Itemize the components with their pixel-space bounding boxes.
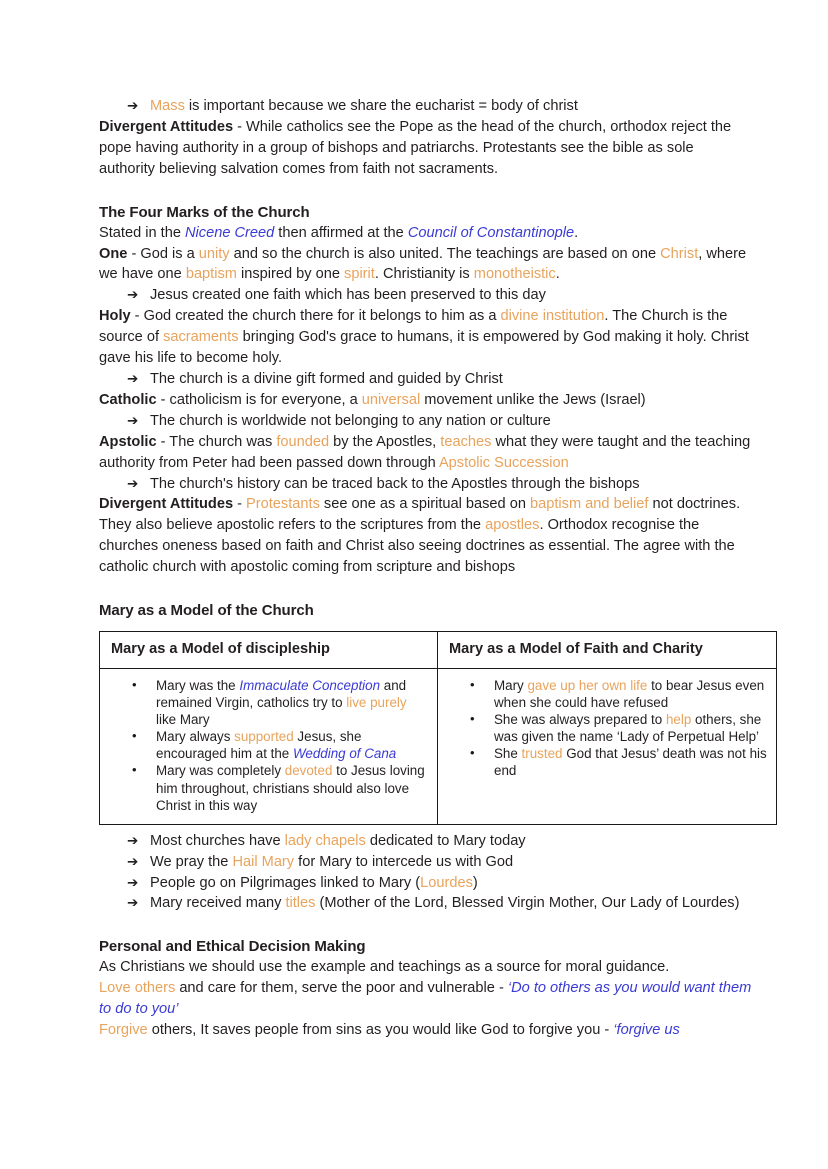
item-t1: Mary always [156,729,235,745]
spacer [99,914,752,936]
one-t4: inspired by one [236,266,345,283]
label-mark-apostolic: Apstolic [99,433,157,450]
divergent2-t4: . Orthodox recognise the churches oneness based on faith and Christ also seeing doctrines as essential. The agree with the catholic church with apostolic coming from scripture and bishops [99,517,735,576]
label-divergent-attitudes-2: Divergent Attitudes [99,496,234,513]
highlight-apostles: apostles [485,517,540,534]
highlight-protestants: Protestants [246,496,320,513]
arrow-icon: ➔ [127,287,139,304]
italic-council-of-constantinople: Council of Constantinople [407,224,575,241]
item-t3: like Mary [156,712,210,728]
holy-t2: . The Church is the source of [99,308,728,346]
heading-four-marks: The Four Marks of the Church [99,203,310,221]
highlight-spirit: spirit [344,266,375,283]
highlight-christ: Christ [660,245,699,262]
italic-forgive-us-quote: ‘forgive us [613,1022,680,1039]
table-cell-discipleship [100,668,438,824]
highlight-trusted: trusted [521,746,563,762]
highlight-lady-chapels: lady chapels [284,832,366,849]
list-item [494,745,768,779]
highlight-hail-mary: Hail Mary [232,853,295,870]
highlight-universal: universal [361,391,421,408]
highlight-divine-institution: divine institution [500,308,605,325]
table-cell-faith-charity [438,668,777,824]
list-item [494,677,768,711]
divergent2-t1: - [233,496,247,513]
arrow-bullet-text [150,96,752,117]
item-t1: She was always prepared to [494,712,666,728]
label-divergent-attitudes: Divergent Attitudes [99,118,234,135]
list-item [156,762,429,813]
arrow-bullet-lady-chapels [127,831,752,852]
heading-personal-ethical: Personal and Ethical Decision Making [99,938,366,956]
label-mark-holy: Holy [99,308,131,325]
highlight-help: help [665,712,692,728]
one-t5: . Christianity is [374,266,474,283]
arrow-icon: ➔ [127,475,139,492]
arrow-bullet-text [150,893,752,914]
arrow-bullet-mass [127,96,752,117]
divergent2-t2: see one as a spiritual based on [319,496,531,513]
mary-model-table [99,631,777,825]
arrow-bullet-text [150,831,752,852]
item-t2: others, she was given the name ‘Lady of Perpetual Help’ [494,712,762,745]
arrow-bullet-lourdes [127,873,752,894]
arrow-icon: ➔ [127,874,139,891]
arrow-bullet-text: The church is worldwide not belonging to any nation or culture [150,412,551,429]
highlight-forgive: Forgive [99,1022,148,1039]
apostolic-t2: by the Apostles, [329,433,441,450]
arrow-bullet-text: The church's history can be traced back to the Apostles through the bishops [150,475,640,492]
arrow-t2: dedicated to Mary today [365,832,526,849]
table-header-faith-charity: Mary as a Model of Faith and Charity [438,632,777,669]
paragraph-mark-one [99,244,752,286]
arrow-bullet-catholic [127,411,752,432]
item-t1: Mary was the [156,677,240,693]
italic-nicene-creed: Nicene Creed [185,224,275,241]
apostolic-t3: what they were taught and the teaching authority from Peter had been passed down through [99,433,751,471]
italic-immaculate-conception: Immaculate Conception [239,677,381,693]
catholic-t2: movement unlike the Jews (Israel) [420,391,646,408]
item-t2: God that Jesus’ death was not his end [494,746,767,779]
arrow-icon: ➔ [127,98,139,114]
love-t1: and care for them, serve the poor and vulnerable - [175,980,508,997]
arrow-icon: ➔ [127,895,139,912]
item-t1: Mary [494,677,528,693]
arrow-icon: ➔ [127,853,139,870]
highlight-titles: titles [285,895,316,912]
highlight-supported: supported [234,729,294,745]
discipleship-list [108,677,429,814]
highlight-apostolic-succession: Apstolic Succession [438,454,569,471]
label-mark-catholic: Catholic [99,391,157,408]
holy-t3: bringing God's grace to humans, it is empowered by God making it holy. Christ gave his life to become holy. [99,329,749,367]
item-t2: to bear Jesus even when she could have refused [494,677,765,711]
highlight-baptism-and-belief: baptism and belief [530,496,649,513]
paragraph-divergent-intro [99,117,752,180]
arrow-bullet-titles [127,893,752,914]
arrow-bullet-text: The church is a divine gift formed and guided by Christ [150,370,503,387]
apostolic-t1: - The church was [156,433,277,450]
one-t2: and so the church is also united. The teachings are based on one [229,245,661,262]
arrow-t1: People go on Pilgrimages linked to Mary ( [150,874,421,891]
highlight-baptism: baptism [185,266,237,283]
spacer [99,578,752,600]
highlight-love-others: Love others [99,980,176,997]
highlight-devoted: devoted [284,763,333,779]
paragraph-love-others [99,978,752,1020]
one-t6: . [555,266,560,283]
table-header-row [100,632,777,669]
arrow-bullet-apostolic [127,474,752,495]
heading-mary-model: Mary as a Model of the Church [99,602,314,620]
highlight-teaches: teaches [440,433,492,450]
arrow-t1: We pray the [150,853,233,870]
arrow-bullet-one [127,285,752,306]
one-t3: , where we have one [99,245,747,283]
highlight-live-purely: live purely [346,695,407,711]
highlight-sacraments: sacraments [163,329,239,346]
arrow-bullet-text: Jesus created one faith which has been preserved to this day [150,287,546,304]
mary-arrow-list [99,831,752,915]
highlight-monotheistic: monotheistic [473,266,556,283]
table-row [100,668,777,824]
paragraph-creed-statement [99,223,752,244]
table-header-discipleship: Mary as a Model of discipleship [100,632,438,669]
item-t1: She [494,746,522,762]
catholic-t1: - catholicism is for everyone, a [156,391,362,408]
list-item [156,677,429,728]
creed-end-text: . [574,224,579,241]
item-t2: to Jesus loving him throughout, christians should also love Christ in this way [156,763,425,813]
paragraph-divergent-four-marks [99,494,752,578]
paragraph-ethics-intro: As Christians we should use the example and teachings as a source for moral guidance. [99,959,670,976]
document-body [99,96,767,1041]
arrow-bullet-holy [127,369,752,390]
item-t1: Mary was completely [156,763,285,779]
paragraph-mark-catholic [99,390,752,411]
divergent-intro-body: - While catholics see the Pope as the head of the church, orthodox reject the pope having authority in a group of bishops and patriarchs. Protestants see the bible as sole authority believing salvation comes from faith not sacraments. [99,118,732,177]
creed-pre-text: Stated in the [99,224,186,241]
one-t1: - God is a [127,245,199,262]
highlight-lourdes: Lourdes [420,874,473,891]
italic-wedding-of-cana: Wedding of Cana [292,746,397,762]
arrow-bullet-text [150,873,752,894]
italic-do-to-others-quote: ‘Do to others as you would want them to do to you’ [99,980,752,1018]
arrow-t2: for Mary to intercede us with God [294,853,514,870]
arrow-t2: (Mother of the Lord, Blessed Virgin Mother, Our Lady of Lourdes) [315,895,740,912]
paragraph-mark-apostolic [99,432,752,474]
arrow-t1: Most churches have [150,832,285,849]
divergent2-t3: not doctrines. They also believe apostolic refers to the scriptures from the [99,496,741,534]
arrow-bullet-text [150,852,752,873]
arrow-icon: ➔ [127,832,139,849]
item-t2: Jesus, she encouraged him at the [156,729,362,762]
paragraph-mark-holy [99,306,752,369]
holy-t1: - God created the church there for it belongs to him as a [130,308,501,325]
highlight-founded: founded [276,433,330,450]
arrow-icon: ➔ [127,412,139,429]
list-item [156,728,429,762]
item-t2: and remained Virgin, catholics try to [156,677,407,711]
creed-mid-text: then affirmed at the [274,224,408,241]
highlight-mass: Mass [150,98,185,114]
highlight-gave-up-her-own-life: gave up her own life [527,677,648,693]
arrow-t1: Mary received many [150,895,286,912]
label-mark-one: One [99,245,128,262]
arrow-rest-text: is important because we share the eucharist = body of christ [184,98,578,114]
spacer [99,180,752,202]
list-item [494,711,768,745]
arrow-bullet-hail-mary [127,852,752,873]
arrow-icon: ➔ [127,370,139,387]
forgive-t1: others, It saves people from sins as you would like God to forgive you - [147,1022,614,1039]
faith-charity-list [446,677,768,780]
paragraph-forgive [99,1020,752,1041]
highlight-unity: unity [198,245,230,262]
arrow-t2: ) [472,874,478,891]
